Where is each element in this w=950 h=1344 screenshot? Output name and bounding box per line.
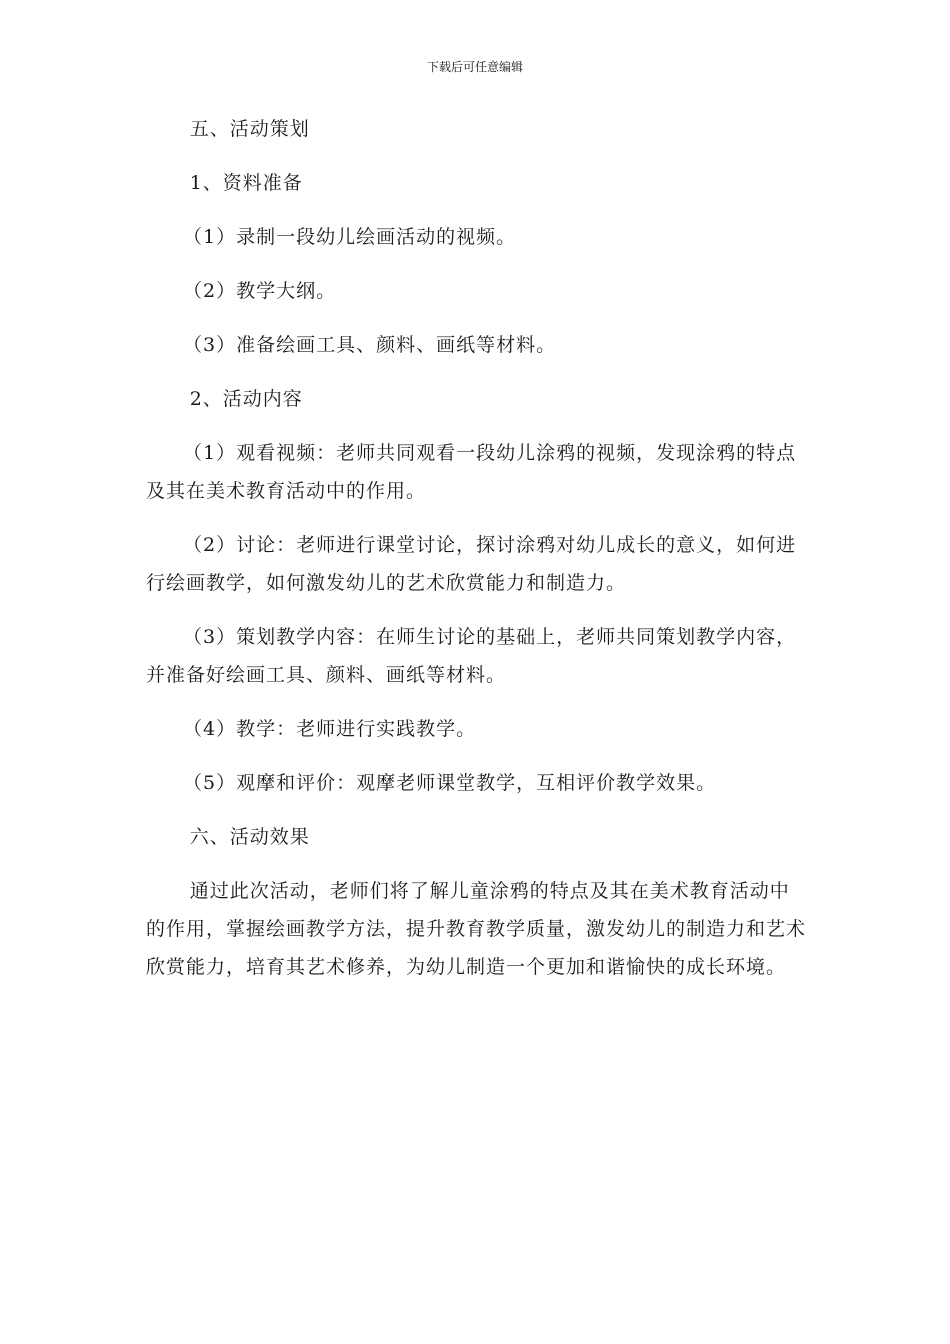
list-item-observe-evaluate: （5）观摩和评价：观摩老师课堂教学，互相评价教学效果。 bbox=[183, 772, 717, 794]
subheading-activity-content: 2、活动内容 bbox=[189, 388, 303, 410]
list-item-teaching: （4）教学：老师进行实践教学。 bbox=[183, 718, 477, 740]
page-header-note: 下载后可任意编辑 bbox=[426, 60, 523, 74]
section-heading-plan: 五、活动策划 bbox=[189, 118, 310, 140]
document-body bbox=[146, 110, 806, 986]
list-item-plan-content: （3）策划教学内容：在师生讨论的基础上，老师共同策划教学内容，并准备好绘画工具、颜料、画纸等材料。 bbox=[146, 626, 797, 686]
subheading-materials: 1、资料准备 bbox=[189, 172, 303, 194]
list-item-syllabus: （2）教学大纲。 bbox=[183, 280, 337, 302]
list-item-tools: （3）准备绘画工具、颜料、画纸等材料。 bbox=[183, 334, 557, 356]
list-item-watch-video: （1）观看视频：老师共同观看一段幼儿涂鸦的视频，发现涂鸦的特点及其在美术教育活动中的作用。 bbox=[146, 442, 797, 502]
list-item-discussion: （2）讨论：老师进行课堂讨论，探讨涂鸦对幼儿成长的意义，如何进行绘画教学，如何激发幼儿的艺术欣赏能力和制造力。 bbox=[146, 534, 797, 594]
section-heading-effect: 六、活动效果 bbox=[189, 826, 310, 848]
list-item-video: （1）录制一段幼儿绘画活动的视频。 bbox=[183, 226, 517, 248]
effect-paragraph: 通过此次活动，老师们将了解儿童涂鸦的特点及其在美术教育活动中的作用，掌握绘画教学方法，提升教育教学质量，激发幼儿的制造力和艺术欣赏能力，培育其艺术修养，为幼儿制造一个更加和谐愉快的成长环境。 bbox=[146, 880, 807, 978]
